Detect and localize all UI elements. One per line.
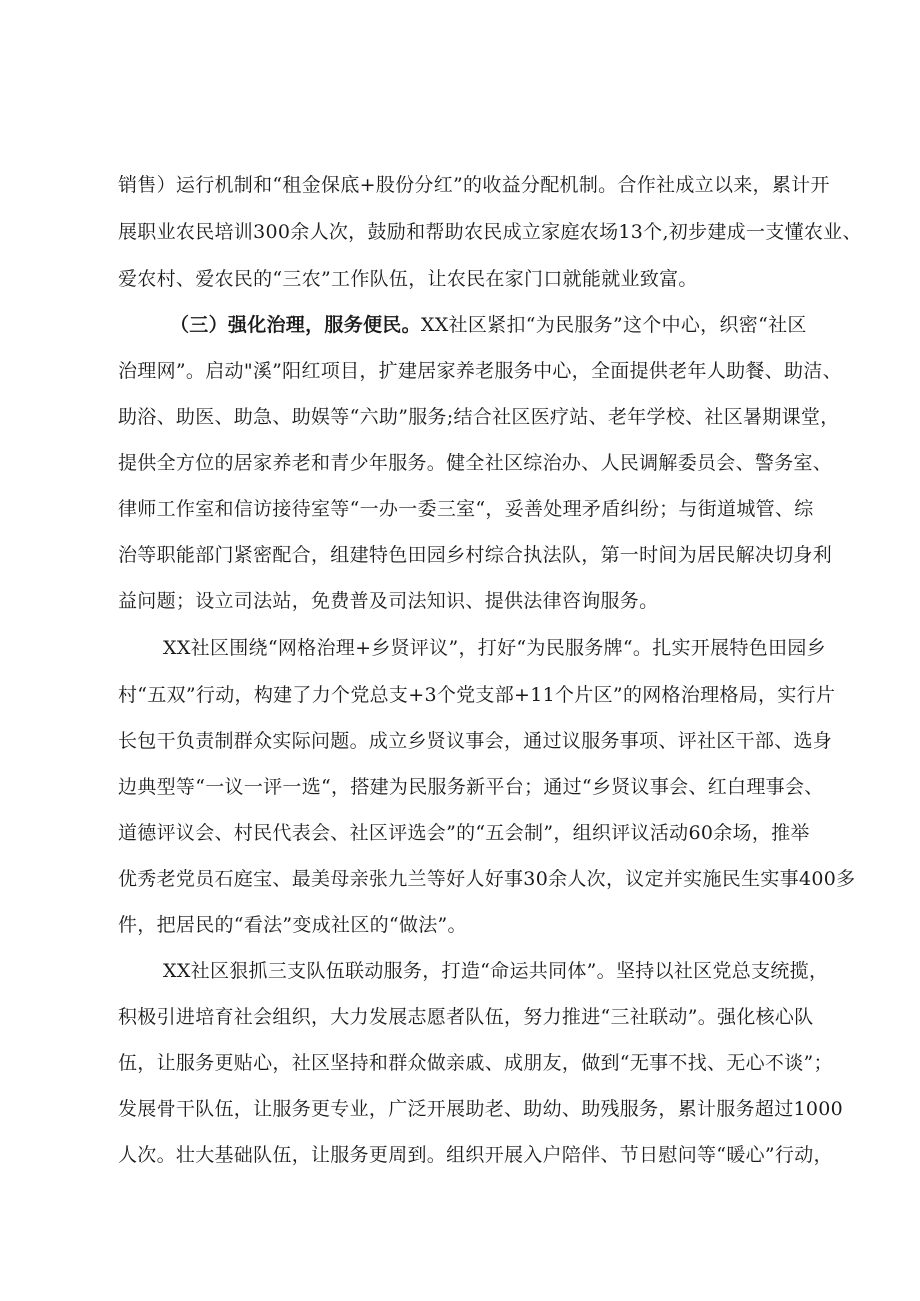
paragraph-3-line-7: 件，把居民的“看法”变成社区的“做法”。 [118, 914, 467, 936]
paragraph-2-line-6: 治等职能部门紧密配合，组建特色田园乡村综合执法队，第一时间为居民解决切身利 [118, 544, 833, 566]
paragraph-3-line-5: 道德评议会、村民代表会、社区评选会”的“五会制”，组织评议活动60余场，推举 [118, 822, 810, 844]
paragraph-2-line-3: 助浴、助医、助急、助娱等“六助”服务;结合社区医疗站、老年学校、社区暑期课堂， [118, 406, 840, 428]
paragraph-2-line-1-text: XX社区紧扣“为民服务”这个中心，织密“社区 [420, 314, 807, 336]
paragraph-1-line-3: 爱农村、爱农民的“三农”工作队伍，让农民在家门口就能就业致富。 [118, 268, 698, 290]
paragraph-3-line-2: 村“五双”行动，构建了力个党总支+3个党支部+11个片区”的网格治理格局，实行片 [118, 684, 836, 706]
paragraph-4-line-1: XX社区狠抓三支队伍联动服务，打造“命运共同体”。坚持以社区党总支统揽， [163, 960, 829, 982]
paragraph-4-line-3: 伍，让服务更贴心，社区坚持和群众做亲戚、成朋友，做到“无事不找、无心不谈”； [118, 1052, 833, 1074]
paragraph-4-line-5: 人次。壮大基础队伍，让服务更周到。组织开展入户陪伴、节日慰问等“暖心”行动， [118, 1144, 833, 1166]
paragraph-2-line-5: 律师工作室和信访接待室等“一办一委三室“，妥善处理矛盾纠纷；与街道城管、综 [118, 498, 814, 520]
paragraph-3-line-3: 长包干负责制群众实际问题。成立乡贤议事会，通过议服务事项、评社区干部、选身 [118, 730, 833, 752]
paragraph-4-line-2: 积极引进培育社会组织，大力发展志愿者队伍，努力推进“三社联动”。强化核心队 [118, 1006, 814, 1028]
section-heading: （三）强化治理，服务便民。 [170, 314, 421, 336]
paragraph-3-line-1: XX社区围绕“网格治理+乡贤评议”，打好“为民服务牌“。扎实开展特色田园乡 [163, 637, 826, 659]
paragraph-3-line-4: 边典型等“一议一评一选“，搭建为民服务新平台；通过“乡贤议事会、红白理事会、 [118, 776, 824, 798]
paragraph-2-line-7: 益问题；设立司法站，免费普及司法知识、提供法律咨询服务。 [118, 590, 659, 612]
paragraph-4-line-4: 发展骨干队伍，让服务更专业，广泛开展助老、助幼、助残服务，累计服务超过1000 [118, 1098, 844, 1120]
paragraph-3-line-6: 优秀老党员石庭宝、最美母亲张九兰等好人好事30余人次，议定并实施民生实事400多 [118, 868, 856, 890]
paragraph-2-line-4: 提供全方位的居家养老和青少年服务。健全社区综治办、人民调解委员会、警务室、 [118, 452, 833, 474]
paragraph-1-line-1: 销售）运行机制和“租金保底+股份分红”的收益分配机制。合作社成立以来，累计开 [118, 174, 830, 196]
paragraph-1-line-2: 展职业农民培训300余人次，鼓励和帮助农民成立家庭农场13个,初步建成一支懂农业、 [118, 221, 862, 243]
paragraph-2-line-2: 治理网”。启动"溪”阳红项目，扩建居家养老服务中心，全面提供老年人助餐、助洁、 [118, 360, 842, 382]
paragraph-2-line-1 [170, 313, 807, 337]
